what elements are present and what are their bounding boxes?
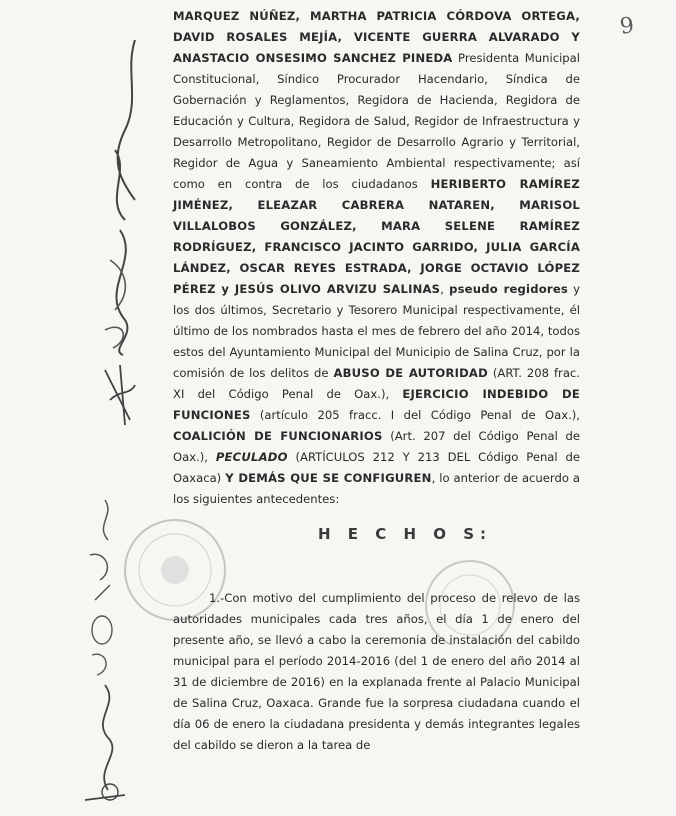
offenses-intro: y los dos últimos, Secretario y Tesorero Municipal respectivamente, él último de los nombrados hasta el mes de febrero del año 2014, todos estos del Ayuntamiento Municipal del Municipio de Salina Cruz, por la comisión de los delitos de (173, 282, 581, 380)
opening-paragraph (173, 6, 580, 510)
defendants-names-2: HERIBERTO RAMÍREZ JIMÉNEZ, ELEAZAR CABRERA NATAREN, MARISOL VILLALOBOS GONZÁLEZ, MARA SELENE RAMÍREZ RODRÍGUEZ, FRANCISCO JACINTO GARRIDO, JULIA GARCÍA LÁNDEZ, OSCAR REYES ESTRADA, JORGE OCTAVIO LÓPEZ PÉREZ y JESÚS OLIVO ARVIZU SALINAS (173, 177, 580, 296)
fact-paragraph-1 (173, 588, 580, 756)
offense-ejercicio-indebido: EJERCICIO INDEBIDO DE FUNCIONES (173, 387, 580, 422)
offense-demas: Y DEMÁS QUE SE CONFIGUREN (225, 471, 432, 485)
defendants-names-1: MARQUEZ NÚÑEZ, MARTHA PATRICIA CÓRDOVA ORTEGA, DAVID ROSALES MEJÍA, VICENTE GUERRA ALVARADO Y ANASTACIO ONSESIMO SANCHEZ PINEDA (173, 9, 580, 65)
handwritten-signature-5 (80, 680, 130, 810)
paragraph-closing: , lo anterior de acuerdo a los siguientes antecedentes: (173, 471, 581, 506)
handwritten-signature-1 (95, 30, 155, 360)
offense-ref-4: (ARTÍCULOS 212 Y 213 DEL Código Penal de Oaxaca) (173, 450, 580, 485)
officials-positions: Presidenta Municipal Constitucional, Síndico Procurador Hacendario, Síndica de Gobernación y Reglamentos, Regidora de Hacienda, Regidora de Educación y Cultura, Regidora de Salud, Regidor de Infraestructura y Desarrollo Metropolitano, Regidor de Desarrollo Agrario y Territorial, Regidor de Agua y Saneamiento Ambiental respectivamente; así como en contra de los ciudadanos (173, 51, 580, 191)
offense-coalicion: COALICIÓN DE FUNCIONARIOS (173, 429, 383, 443)
handwritten-page-number: 9 (618, 13, 636, 40)
handwritten-signature-2 (100, 360, 140, 430)
offense-ref-3: (Art. 207 del Código Penal de Oax.), (173, 429, 580, 464)
section-heading-hechos: H E C H O S: (318, 525, 493, 543)
offense-ref-1: (ART. 208 frac. XI del Código Penal de Oax.), (173, 366, 580, 401)
handwritten-signature-4 (82, 610, 122, 680)
pseudo-regidores: pseudo regidores (449, 282, 568, 296)
offense-peculado: PECULADO (215, 450, 288, 464)
fact-paragraph-1-text: 1.-Con motivo del cumplimiento del proceso de relevo de las autoridades municipales cada tres años, el día 1 de enero del presente año, se llevó a cabo la ceremonia de instalación del cabildo municipal para el período 2014-2016 (del 1 de enero del año 2014 al 31 de diciembre de 2016) en la explanada frente al Palacio Municipal de Salina Cruz, Oaxaca. Grande fue la sorpresa ciudadana cuando el día 06 de enero la ciudadana presidenta y demás integrantes legales del cabildo se dieron a la tarea de (173, 591, 580, 752)
offense-abuso-autoridad: ABUSO DE AUTORIDAD (333, 366, 488, 380)
text-separator: , (440, 282, 450, 296)
offense-ref-2: (artículo 205 fracc. I del Código Penal de Oax.), (250, 408, 580, 422)
